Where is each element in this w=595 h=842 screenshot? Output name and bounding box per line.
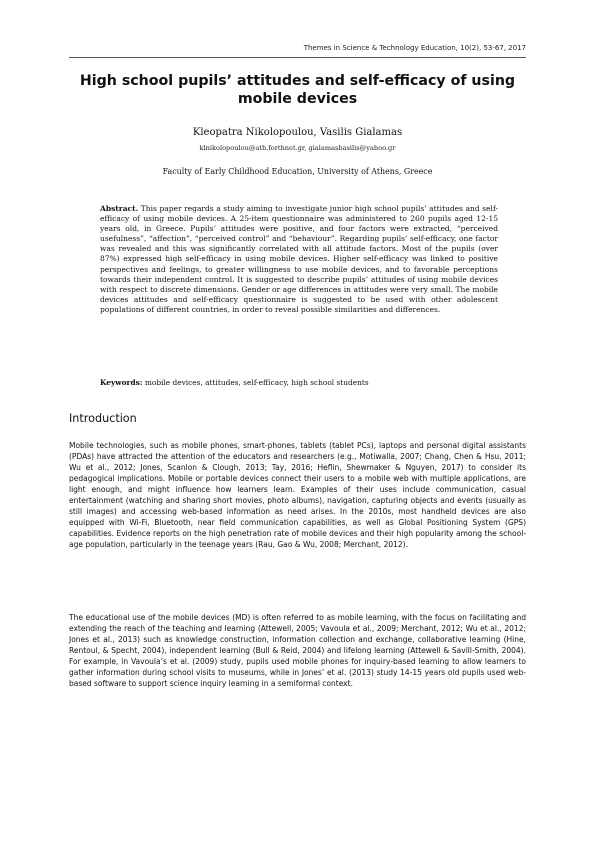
authors: Kleopatra Nikolopoulou, Vasilis Gialamas — [192, 127, 403, 138]
keywords — [100, 378, 498, 387]
keywords-label: Keywords: — [100, 378, 143, 387]
keywords-text: mobile devices, attitudes, self-efficacy, high school students — [144, 378, 369, 387]
body-paragraph: Mobile technologies, such as mobile phones, smart-phones, tablets (tablet PCs), laptops and personal digital assistants (PDAs) have attracted the attention of the educators and researchers (e.g., Motiwalla, 2007; Chang, Chen & Hsu, 2011; Wu et al., 2012; Jones, Scanlon & Clough, 2013; Tay, 2016; Heflin, Shewmaker & Nguyen, 2017) to consider its pedagogical implications. Mobile or portable devices connect their users to a mobile web with multiple applications, are light enough, and might influence how learners learn. Examples of their uses include communication, casual entertainment (watching and sharing short movies, photo albums), navigation, capturing objects and events (usually as still images) and accessing web-based information as need arises. In the 2010s, most handheld devices are also equipped with Wi-Fi, Bluetooth, near field communication capabilities, as well as Global Positioning System (GPS) capabilities. Evidence reports on the high penetration rate of mobile devices and their high popularity among the school-age population, particularly in the teenage years (Rau, Gao & Wu, 2008; Merchant, 2012). — [69, 441, 526, 549]
abstract — [100, 204, 498, 315]
body-paragraph: The educational use of the mobile devices (MD) is often referred to as mobile learning, with the focus on facilitating and extending the reach of the teaching and learning (Attewell, 2005; Vavoula et al., 2009; Merchant, 2012; Wu et al., 2012; Jones et al., 2013) such as knowledge construction, information collection and exchange, collaborative learning (Hine, Rentoul, & Specht, 2004), independent learning (Bull & Reid, 2004) and lifelong learning (Attewell & Savill-Smith, 2004). For example, in Vavoula’s et al. (2009) study, pupils used mobile phones for inquiry-based learning to allow learners to gather information during school visits to museums, while in Jones’ et al. (2013) study 14-15 years old pupils used web-based software to support science inquiry learning in a semiformal context. — [69, 613, 526, 688]
paper-title: High school pupils’ attitudes and self-efficacy of using mobile devices — [79, 73, 516, 107]
running-head: Themes in Science & Technology Education, 10(2), 53-67, 2017 — [303, 44, 526, 52]
author-emails: klnikolopoulou@ath.forthnet.gr, gialamasbasilis@yahoo.gr — [199, 144, 396, 152]
abstract-text: This paper regards a study aiming to investigate junior high school pupils’ attitudes and self-efficacy of using mobile devices. A 25-item questionnaire was administered to 260 pupils aged 12-15 years old, in Greece. Pupils’ attitudes were positive, and four factors were extracted, “perceived usefulness”, “affection”, “perceived control” and “behaviour”. Regarding pupils’ self-efficacy, one factor was revealed and this was significantly correlated with all attitude factors. Most of the pupils (over 87%) expressed high self-efficacy in using mobile devices. Higher self-efficacy was linked to positive perspectives and feelings, to greater willingness to use mobile devices, and to favorable perceptions towards their independent control. It is suggested to describe pupils’ attitudes of using mobile devices with respect to discrete dimensions. Gender or age differences in attitudes were very small. The mobile devices attitudes and self-efficacy questionnaire is suggested to be used with other adolescent populations of different countries, in order to reveal possible similarities and differences. — [100, 204, 498, 314]
section-heading-introduction: Introduction — [69, 412, 137, 425]
abstract-label: Abstract. — [100, 204, 139, 213]
affiliation: Faculty of Early Childhood Education, University of Athens, Greece — [162, 167, 433, 176]
header-rule — [69, 57, 526, 58]
